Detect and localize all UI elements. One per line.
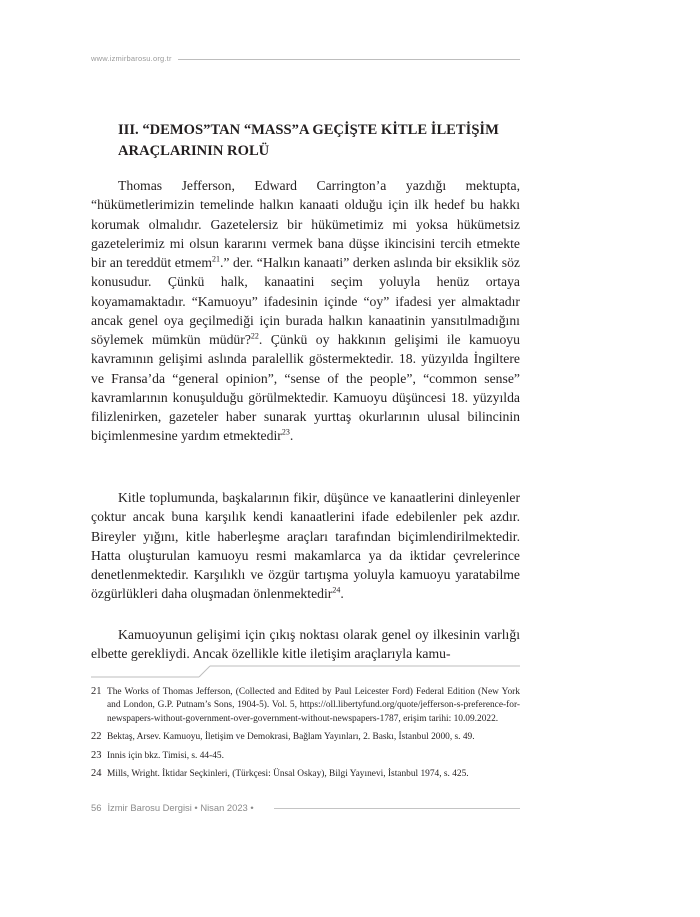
body-paragraph-3 [91,625,520,664]
footnote-ref-22[interactable]: 22 [250,331,259,341]
footnote-separator [91,664,520,678]
footnote-number: 23 [91,749,102,761]
page-number: 56 [91,802,102,813]
paragraph-text: Kitle toplumunda, başkalarının fikir, düşünce ve kanaatlerini dinleyenler çoktur ancak buna karşılık kendi kanaatlerini ifade edebilenler pek azdır. Bireyler yığını, kitle haberleşme araçları tarafından biçimlendirilmektedir. Hatta oluşturulan kamuoyu resmi makamlarca ya da iktidar çevrelerince denetlenmektedir. Karşılıklı ve özgür tartışma yoluyla kamuoyu yaratabilme özgürlükleri daha oluşmadan önlenmektedir [91,490,520,602]
page-footer [91,802,254,813]
footnote-23 [91,750,520,763]
footnote-22 [91,731,520,744]
footnote-text: Innis için bkz. Timisi, s. 44-45. [107,750,224,761]
footnote-text: Bektaş, Arsev. Kamuoyu, İletişim ve Demokrasi, Bağlam Yayınları, 2. Baskı, İstanbul 2000, s. 49. [107,732,475,743]
footnote-number: 22 [91,731,102,743]
footnote-ref-21[interactable]: 21 [211,254,220,264]
header-url: www.izmirbarosu.org.tr [91,54,172,63]
footnote-text: Mills, Wright. İktidar Seçkinleri, (Türkçesi: Ünsal Oskay), Bilgi Yayınevi, İstanbul 1974, s. 425. [107,769,469,780]
footnote-ref-23[interactable]: 23 [281,427,290,437]
paragraph-text: . [289,428,294,444]
footnote-21 [91,686,520,726]
paragraph-text: .” der. “Halkın kanaati” derken aslında bir eksiklik söz konusudur. Çünkü halk, kanaatini seçim yoluyla henüz ortaya koyamamaktadır. “Kamuoyu” ifadesinin içinde “oy” ifadesi yer almaktadır ancak genel oya geçilmediği için burada halkın kanaatinin yansıtılmadığını söylemek mümkün müdür? [91,255,520,347]
footer-rule [274,808,520,809]
footnote-24 [91,768,520,781]
footnote-ref-24[interactable]: 24 [332,585,341,595]
header-rule [178,59,520,60]
paragraph-text: . [340,586,344,602]
body-paragraph-1 [91,176,520,446]
footnote-number: 24 [91,768,102,780]
paragraph-text: Thomas Jefferson, Edward Carrington’a yazdığı mektupta, “hükümetlerimizin temelinde halkın kanaati olduğu için ilk hedef bu hakkı korumak olmalıdır. Gazetelersiz bir hükümetimiz mi yoksa hükümetsiz gazetelerimiz mi olsun kararını vermek bana düşse ikincisini tercih etmekte bir an tereddüt etmem [91,178,520,270]
journal-name: İzmir Barosu Dergisi • Nisan 2023 • [107,802,254,813]
footnote-text: The Works of Thomas Jefferson, (Collected and Edited by Paul Leicester Ford) Federal Edition (New York and London, G.P. Putnam’s Sons, 1904-5). Vol. 5, https://oll.libertyfund.org/quote/jefferson-s-preference-for-newspapers-without-government-over-government-without-newspapers-1787, erişim tarihi: 10.09.2022. [107,687,520,724]
footnote-number: 21 [91,686,102,697]
paragraph-text: . Çünkü oy hakkının gelişimi ile kamuoyu kavramının gelişimi aslında paralellik göstermektedir. 18. yüzyılda İngiltere ve Fransa’da “general opinion”, “sense of the people”, “common sense” kavramlarının konuşulduğu görülmektedir. Kamuoyu düşüncesi 18. yüzyılda filizlenirken, gazeteler haber sunarak yurttaş okurlarının ulusal bilincinin biçimlenmesine yardım etmektedir [91,332,520,444]
section-heading: III. “DEMOS”TAN “MASS”A GEÇİŞTE KİTLE İLETİŞİM ARAÇLARININ ROLÜ [118,122,499,159]
footnotes [91,686,520,786]
body-paragraph-2 [91,488,520,604]
paragraph-text: Kamuoyunun gelişimi için çıkış noktası olarak genel oy ilkesinin varlığı elbette gerekliydi. Ancak özellikle kitle iletişim araçlarıyla kamu- [91,627,520,662]
